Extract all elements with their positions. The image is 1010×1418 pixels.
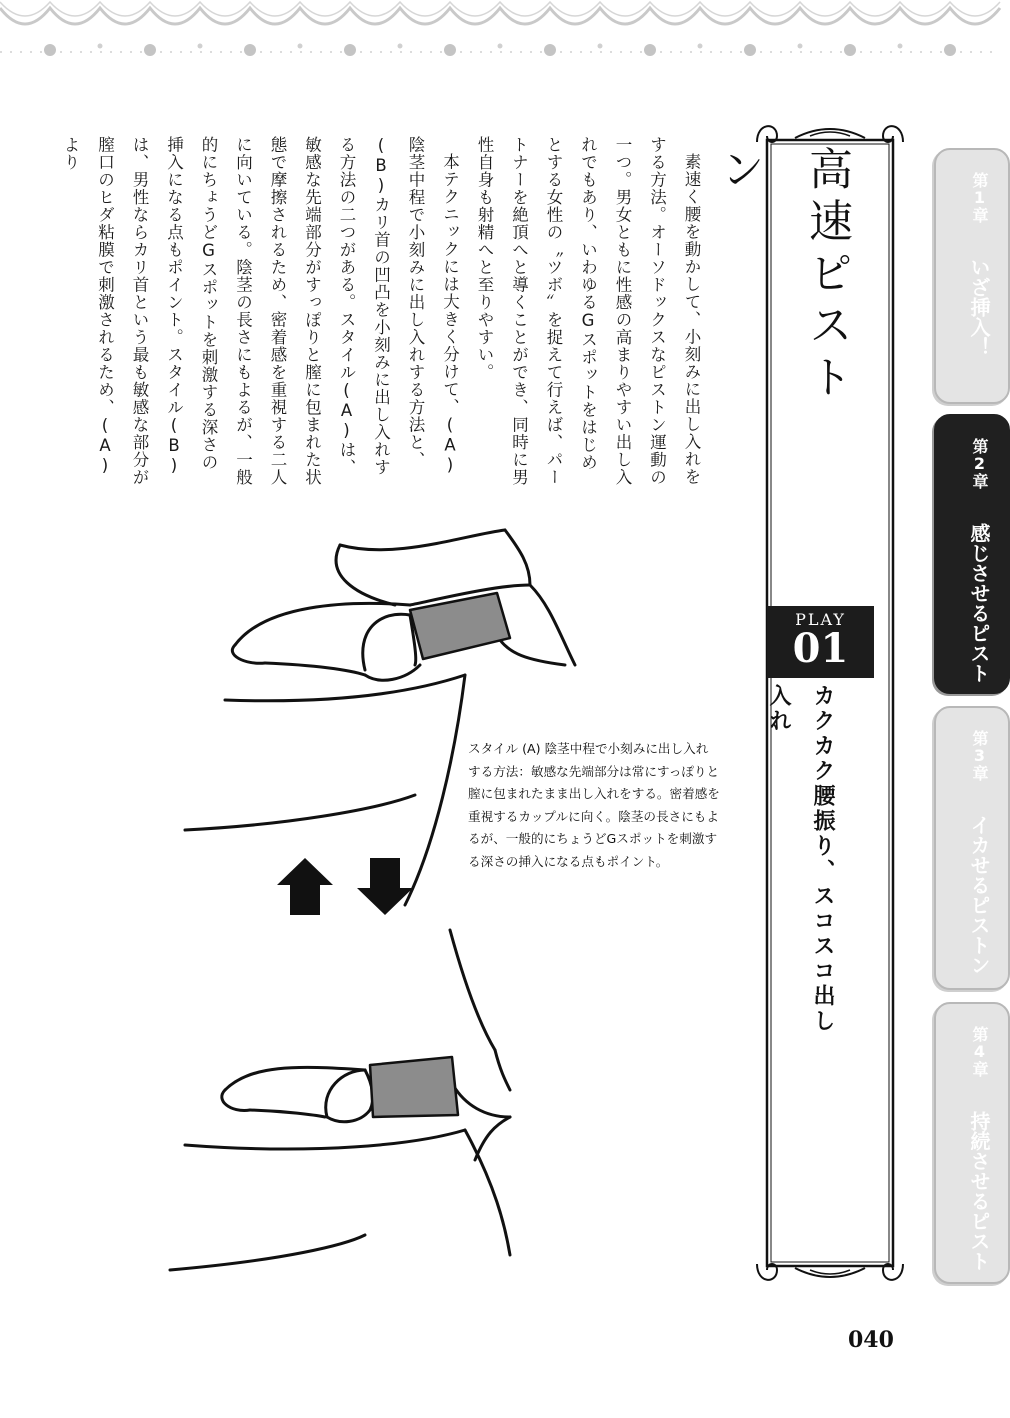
chapter-tab-number: 第1章: [970, 172, 989, 223]
chapter-tab-2[interactable]: [909, 414, 1010, 694]
chapter-tab-number: 第4章: [970, 1026, 989, 1077]
chapter-tab-number: 第2章: [970, 438, 989, 489]
decorative-top-border: [0, 0, 1000, 70]
chapter-tab-4[interactable]: [909, 1002, 1010, 1284]
main-title: 高速ピストン: [713, 146, 852, 406]
chapter-tab-3[interactable]: [934, 706, 1010, 990]
subtitle: カクカク腰振り、スコスコ出し入れ: [766, 684, 835, 1034]
body-text: [61, 136, 708, 486]
play-badge: [767, 606, 874, 678]
illustration-caption: スタイル (A) 陰茎中程で小刻みに出し入れする方法：敏感な先端部分は常にすっぽりと膣に包まれたまま出し入れをする。密着感を重視するカップルに向く。陰茎の長さにもよるが、一般的にちょうどGスポットを刺激する深さの挿入になる点もポイント。: [468, 741, 720, 869]
up-arrow-icon: [277, 858, 333, 915]
illustration: [165, 505, 645, 1305]
chapter-tab-title: 持続させるピストン: [909, 1026, 991, 1271]
chapter-tab-number: 第3章: [970, 730, 989, 781]
play-label: PLAY: [795, 610, 846, 629]
chapter-tab-title: イカせるピストン: [967, 815, 991, 975]
chapter-tab-1[interactable]: [934, 148, 1010, 404]
page-number: 040: [848, 1327, 894, 1353]
chapter-tab-title: いざ挿入！: [967, 257, 991, 357]
down-arrow-icon: [357, 858, 413, 915]
play-number: 01: [792, 625, 849, 672]
body-paragraph-2: 本テクニックには大きく分けて、(A)陰茎中程で小刻みに出し入れする方法と、(B)カリ首の凹凸を小刻みに出し入れする方法の二つがある。スタイル(A)は、敏感な先端部分がすっぽりと膣に包まれた状態で摩擦されるため、密着感を重視する二人に向いている。陰茎の長さにもよるが、一般的にちょうどGスポットを刺激する深さの挿入になる点もポイント。スタイル(B)は、男性ならカリ首という最も敏感な部分が膣口のヒダ粘膜で刺激されるため、(A)より: [61, 136, 460, 486]
body-paragraph-1: 素速く腰を動かして、小刻みに出し入れをする方法。オーソドックスなピストン運動の一つ。男女ともに性感の高まりやすい出し入れでもあり、いわゆるGスポットをはじめとする女性の〝ツボ〟を捉えて行えば、パートナーを絶頂へと導くことができ、同時に男性自身も射精へと至りやすい。: [475, 136, 701, 486]
chapter-tab-title: 感じさせるピストン: [909, 438, 991, 683]
